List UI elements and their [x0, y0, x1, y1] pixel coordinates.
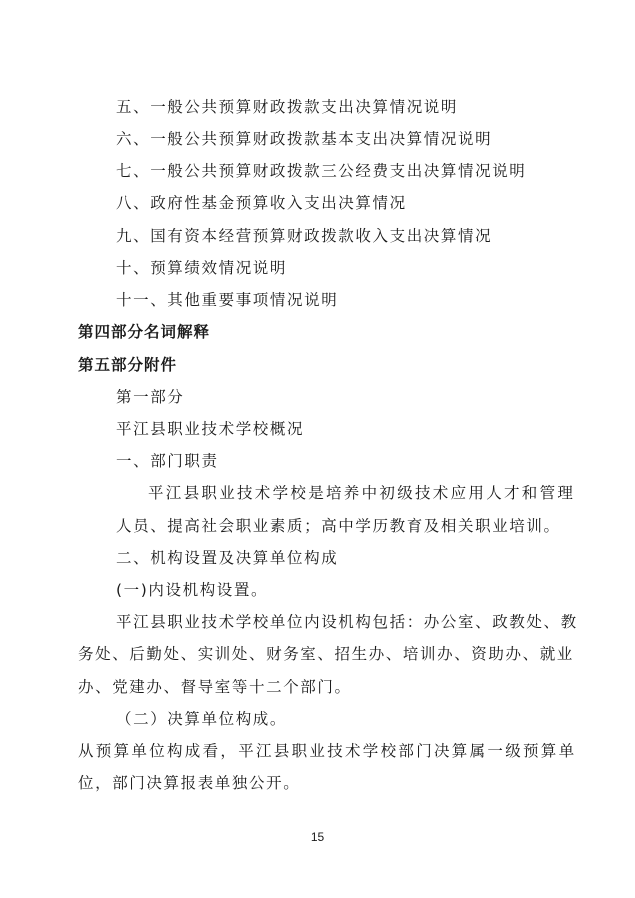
sub2-paragraph-line: 从预算单位构成看，平江县职业技术学校部门决算属一级预算单: [78, 742, 577, 760]
sub1-paragraph-line: 平江县职业技术学校单位内设机构包括：办公室、政教处、教: [116, 613, 578, 631]
section1-heading: 一、部门职责: [116, 452, 219, 470]
section1-paragraph-line: 人员、提高社会职业素质；高中学历教育及相关职业培训。: [116, 517, 561, 535]
section1-paragraph-line: 平江县职业技术学校是培养中初级技术应用人才和管理: [148, 484, 576, 502]
toc-item: 七、一般公共预算财政拨款三公经费支出决算情况说明: [116, 162, 527, 180]
sub2-heading: （二）决算单位构成。: [116, 710, 288, 728]
section2-heading: 二、机构设置及决算单位构成: [116, 549, 339, 567]
toc-item: 九、国有资本经营预算财政拨款收入支出决算情况: [116, 227, 493, 245]
toc-item: 五、一般公共预算财政拨款支出决算情况说明: [116, 98, 459, 116]
toc-item: 十一、其他重要事项情况说明: [116, 291, 339, 309]
sub1-paragraph-line: 务处、后勤处、实训处、财务室、招生办、培训办、资助办、就业: [78, 645, 574, 663]
toc-item: 六、一般公共预算财政拨款基本支出决算情况说明: [116, 130, 493, 148]
part5-title: 第五部分附件: [78, 356, 178, 374]
part1-heading: 第一部分: [116, 388, 185, 406]
part4-title: 第四部分名词解释: [78, 323, 211, 341]
overview-title: 平江县职业技术学校概况: [116, 420, 305, 438]
sub1-paragraph-line: 办、党建办、督导室等十二个部门。: [78, 678, 352, 696]
toc-item: 八、政府性基金预算收入支出决算情况: [116, 194, 407, 212]
page-number: 15: [310, 830, 325, 844]
toc-item: 十、预算绩效情况说明: [116, 259, 288, 277]
sub1-heading: (一)内设机构设置。: [116, 581, 269, 599]
sub2-paragraph-line: 位，部门决算报表单独公开。: [78, 774, 301, 792]
